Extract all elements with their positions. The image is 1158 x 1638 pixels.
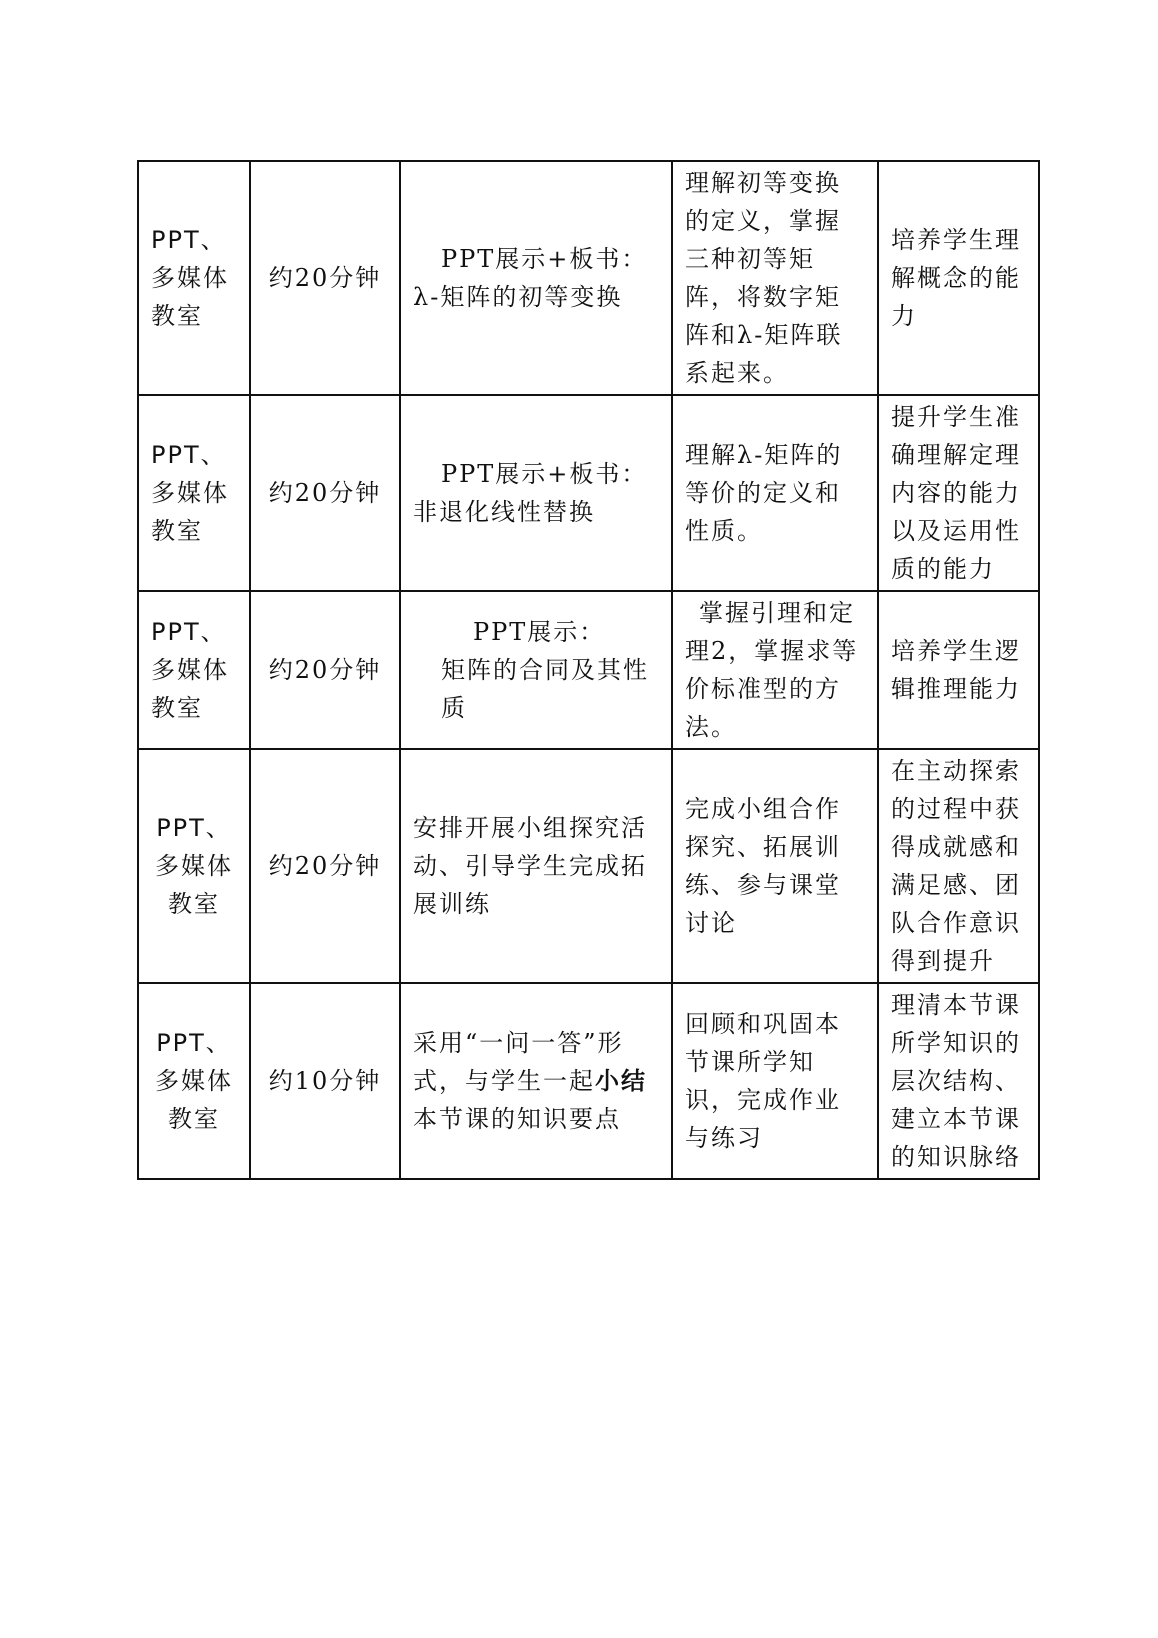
table-row: [138, 161, 1039, 395]
time-cell: 约20分钟: [250, 161, 400, 395]
content-cell: PPT展示： 矩阵的合同及其性 质: [400, 591, 672, 749]
time-cell: 约20分钟: [250, 591, 400, 749]
media-cell: PPT、 多媒体 教室: [138, 591, 250, 749]
goal-cell: 提升学生准 确理解定理 内容的能力 以及运用性 质的能力: [878, 395, 1039, 591]
media-cell: PPT、 多媒体 教室: [138, 161, 250, 395]
student-activity-cell: 回顾和巩固本 节课所学知 识，完成作业 与练习: [672, 983, 878, 1179]
media-cell: PPT、 多媒体 教室: [138, 395, 250, 591]
lesson-plan-table: [137, 160, 1040, 1180]
time-cell: 约10分钟: [250, 983, 400, 1179]
table-row: [138, 983, 1039, 1179]
table-row: [138, 749, 1039, 983]
time-cell: 约20分钟: [250, 749, 400, 983]
student-activity-cell: 理解初等变换 的定义，掌握 三种初等矩 阵，将数字矩 阵和λ-矩阵联 系起来。: [672, 161, 878, 395]
time-cell: 约20分钟: [250, 395, 400, 591]
goal-cell: 在主动探索 的过程中获 得成就感和 满足感、团 队合作意识 得到提升: [878, 749, 1039, 983]
content-cell: PPT展示+板书： 非退化线性替换: [400, 395, 672, 591]
content-cell: PPT展示+板书： λ-矩阵的初等变换: [400, 161, 672, 395]
content-cell: 安排开展小组探究活 动、引导学生完成拓 展训练: [400, 749, 672, 983]
content-cell: 采用“一问一答”形 式，与学生一起小结 本节课的知识要点: [400, 983, 672, 1179]
media-cell: PPT、 多媒体 教室: [138, 749, 250, 983]
goal-cell: 培养学生理 解概念的能 力: [878, 161, 1039, 395]
goal-cell: 理清本节课 所学知识的 层次结构、 建立本节课 的知识脉络: [878, 983, 1039, 1179]
student-activity-cell: 完成小组合作 探究、拓展训 练、参与课堂 讨论: [672, 749, 878, 983]
table-row: [138, 591, 1039, 749]
table-row: [138, 395, 1039, 591]
media-cell: PPT、 多媒体 教室: [138, 983, 250, 1179]
student-activity-cell: 掌握引理和定 理2，掌握求等 价标准型的方 法。: [672, 591, 878, 749]
student-activity-cell: 理解λ-矩阵的 等价的定义和 性质。: [672, 395, 878, 591]
goal-cell: 培养学生逻 辑推理能力: [878, 591, 1039, 749]
